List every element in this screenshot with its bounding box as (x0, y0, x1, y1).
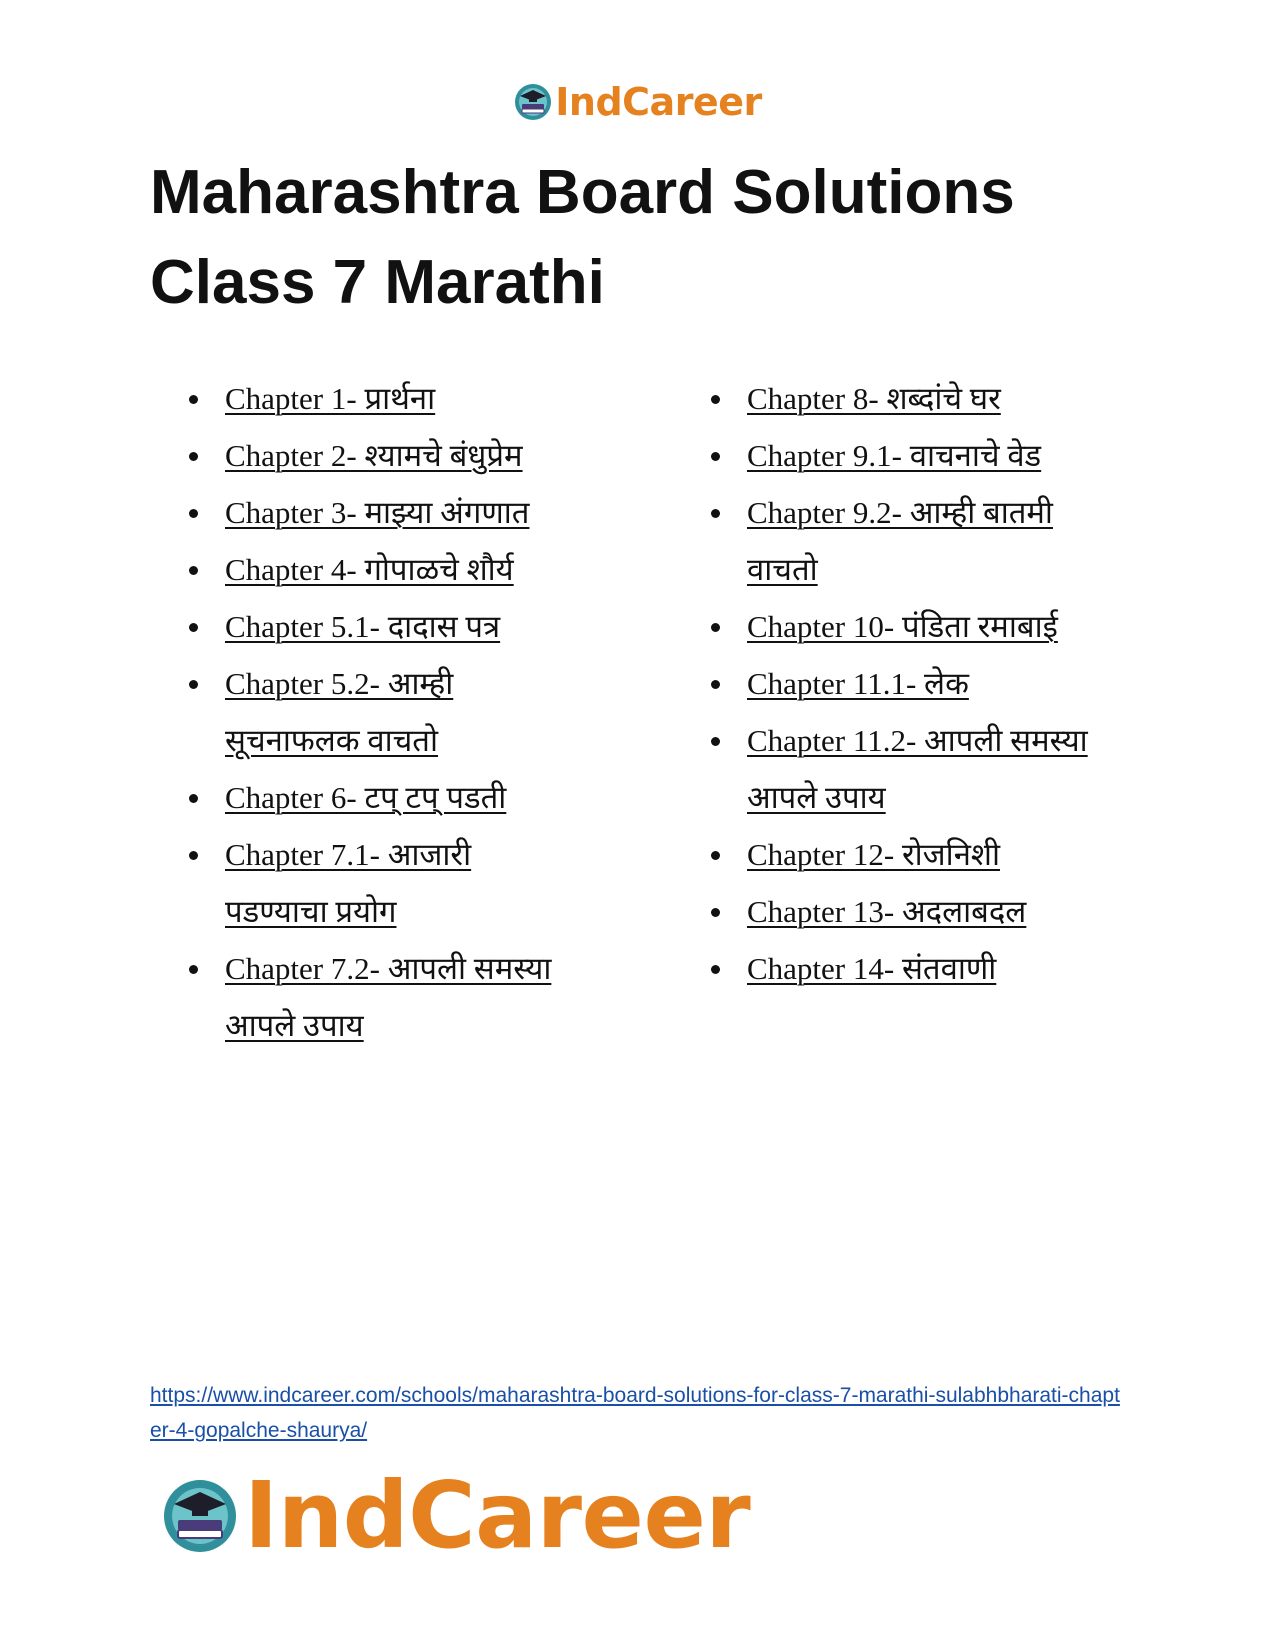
chapter-link[interactable]: Chapter 4- गोपाळचे शौर्य (225, 552, 514, 587)
list-item (707, 598, 1127, 655)
chapter-list-left (185, 370, 707, 1054)
list-item (185, 427, 707, 484)
chapter-link[interactable]: Chapter 10- पंडिता रमाबाई (747, 609, 1058, 644)
bullet-icon (189, 509, 198, 518)
chapter-link[interactable]: Chapter 5.2- आम्ही सूचनाफलक वाचतो (225, 666, 454, 758)
bullet-icon (189, 623, 198, 632)
chapter-link[interactable]: Chapter 9.2- आम्ही बातमी वाचतो (747, 495, 1053, 587)
list-item (707, 940, 1127, 997)
bullet-icon (711, 452, 720, 461)
list-item (707, 370, 1127, 427)
list-item (185, 940, 707, 1054)
header-logo (0, 80, 1275, 124)
list-item (185, 655, 707, 769)
bullet-icon (189, 395, 198, 404)
title-line-1: Maharashtra Board Solutions (150, 158, 1015, 227)
chapter-link[interactable]: Chapter 8- शब्दांचे घर (747, 381, 1001, 416)
bullet-icon (711, 395, 720, 404)
graduation-book-icon (160, 1476, 240, 1556)
chapter-link[interactable]: Chapter 6- टप् टप् पडती (225, 780, 507, 815)
graduation-book-icon (513, 82, 553, 122)
list-item (707, 484, 1127, 598)
list-item (185, 370, 707, 427)
bullet-icon (711, 965, 720, 974)
bullet-icon (189, 851, 198, 860)
chapter-columns (185, 370, 1145, 1054)
list-item (707, 826, 1127, 883)
chapter-link[interactable]: Chapter 9.1- वाचनाचे वेड (747, 438, 1042, 473)
chapter-link[interactable]: Chapter 13- अदलाबदल (747, 894, 1027, 929)
page-title (150, 148, 1150, 328)
bullet-icon (711, 737, 720, 746)
list-item (185, 769, 707, 826)
list-item (185, 826, 707, 940)
chapter-link[interactable]: Chapter 11.2- आपली समस्या आपले उपाय (747, 723, 1088, 815)
chapter-link[interactable]: Chapter 11.1- लेक (747, 666, 969, 701)
bullet-icon (189, 680, 198, 689)
bullet-icon (711, 908, 720, 917)
chapter-link[interactable]: Chapter 5.1- दादास पत्र (225, 609, 501, 644)
brand-name: IndCareer (555, 80, 762, 124)
bullet-icon (189, 794, 198, 803)
list-item (707, 883, 1127, 940)
chapter-link[interactable]: Chapter 12- रोजनिशी (747, 837, 1001, 872)
bullet-icon (711, 851, 720, 860)
chapter-link[interactable]: Chapter 1- प्रार्थना (225, 381, 436, 416)
brand-name: IndCareer (244, 1462, 751, 1569)
list-item (707, 655, 1127, 712)
bullet-icon (189, 965, 198, 974)
bullet-icon (711, 509, 720, 518)
chapter-link[interactable]: Chapter 14- संतवाणी (747, 951, 997, 986)
chapter-link[interactable]: Chapter 3- माझ्या अंगणात (225, 495, 530, 530)
chapter-link[interactable]: Chapter 7.1- आजारी पडण्याचा प्रयोग (225, 837, 472, 929)
list-item (707, 427, 1127, 484)
bullet-icon (189, 566, 198, 575)
bullet-icon (189, 452, 198, 461)
bullet-icon (711, 623, 720, 632)
list-item (185, 598, 707, 655)
bullet-icon (711, 680, 720, 689)
list-item (707, 712, 1127, 826)
list-item (185, 484, 707, 541)
source-url-link[interactable]: https://www.indcareer.com/schools/maharashtra-board-solutions-for-class-7-marathi-sulabhbharati-chapter-4-gopalche-shaurya/ (150, 1384, 1120, 1442)
footer-logo (160, 1462, 750, 1569)
chapter-link[interactable]: Chapter 7.2- आपली समस्या आपले उपाय (225, 951, 552, 1043)
chapter-link[interactable]: Chapter 2- श्यामचे बंधुप्रेम (225, 438, 523, 473)
chapter-list-right (707, 370, 1127, 1054)
title-line-2: Class 7 Marathi (150, 248, 605, 317)
list-item (185, 541, 707, 598)
